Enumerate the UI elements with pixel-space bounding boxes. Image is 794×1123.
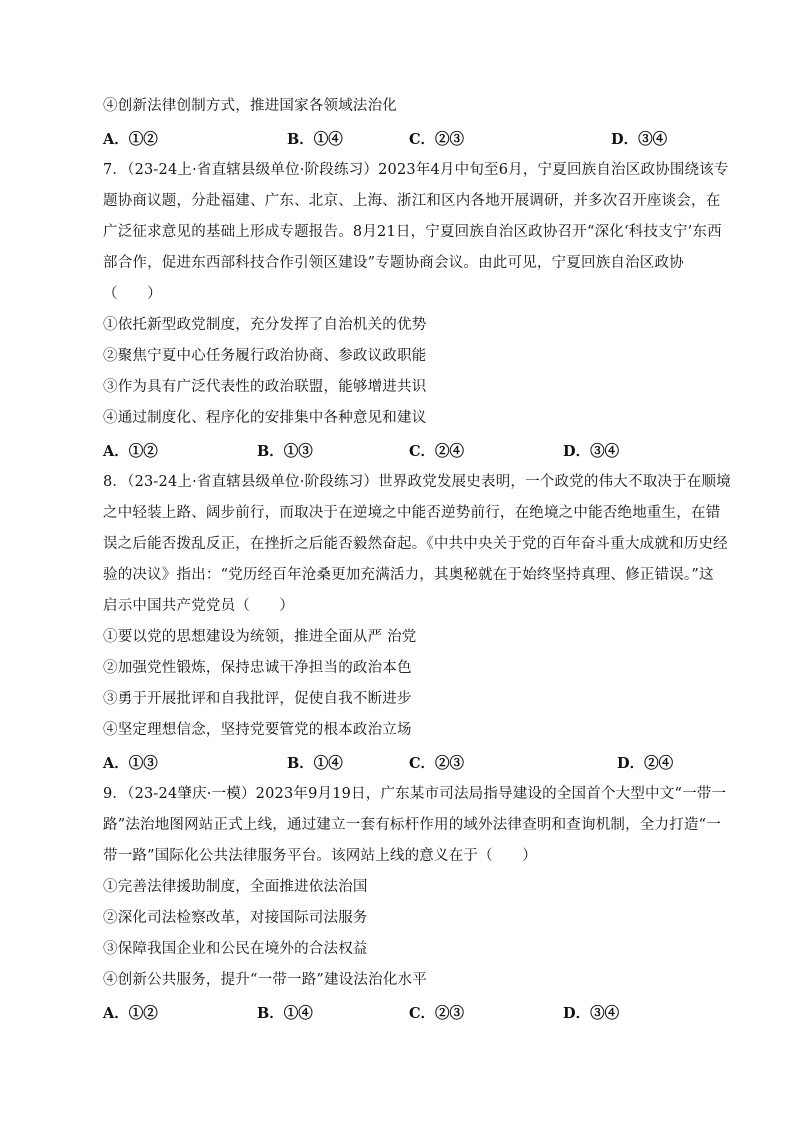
q8-item-4: ④坚定理想信念，坚持党要管党的根本政治立场 (103, 722, 412, 738)
q9-option-b[interactable]: B．①④ (257, 1005, 313, 1022)
q9-item-3: ③保障我国企业和公民在境外的合法权益 (103, 941, 368, 957)
q9-option-a[interactable]: A．①② (103, 1005, 158, 1022)
q8-item-1: ①要以党的思想建设为统领，推进全面从严 治党 (103, 629, 417, 645)
q9-item-2: ②深化司法检察改革，对接国际司法服务 (103, 910, 368, 926)
q7-option-d[interactable]: D．③④ (563, 443, 620, 460)
q7-stem-line-5: （ ） (103, 286, 162, 302)
q8-option-c[interactable]: C．②③ (409, 755, 465, 772)
q7-item-3: ③作为具有广泛代表性的政治联盟，能够增进共识 (103, 379, 427, 395)
q6-option-d[interactable]: D．③④ (611, 131, 668, 148)
q7-option-b[interactable]: B．①③ (257, 443, 313, 460)
q6-item-4: ④创新法律创制方式，推进国家各领域法治化 (103, 98, 397, 114)
q6-options (103, 128, 703, 148)
q7-stem-line-4: 部合作，促进东西部科技合作引领区建设”专题协商会议。由此可见，宁夏回族自治区政协 (103, 255, 684, 271)
q6-option-b[interactable]: B．①④ (287, 131, 343, 148)
q8-stem-line-1: 8．（23-24上·省直辖县级单位·阶段练习）世界政党发展史表明，一个政党的伟大不取决于在顺境 (103, 474, 731, 490)
q9-stem-line-3: 带一路”国际化公共法律服务平台。该网站上线的意义在于（ ） (103, 848, 537, 864)
q7-options (103, 440, 703, 460)
q8-options (103, 752, 703, 772)
q8-option-d[interactable]: D．②④ (617, 755, 674, 772)
q8-item-3: ③勇于开展批评和自我批评，促使自我不断进步 (103, 691, 412, 707)
q7-stem-line-2: 题协商议题，分赴福建、广东、北京、上海、浙江和区内各地开展调研，并多次召开座谈会，在 (103, 193, 721, 209)
q8-stem-line-3: 误之后能否拨乱反正，在挫折之后能否毅然奋起。《中共中央关于党的百年奋斗重大成就和历史经 (103, 536, 728, 552)
q9-item-4: ④创新公共服务，提升“一带一路”建设法治化水平 (103, 972, 427, 988)
q8-item-2: ②加强党性锻炼，保持忠诚干净担当的政治本色 (103, 660, 412, 676)
q7-item-4: ④通过制度化、程序化的安排集中各种意见和建议 (103, 410, 427, 426)
q7-item-1: ①依托新型政党制度，充分发挥了自治机关的优势 (103, 317, 427, 333)
q9-options (103, 1002, 703, 1022)
q9-option-d[interactable]: D．③④ (563, 1005, 620, 1022)
q6-option-c[interactable]: C．②③ (409, 131, 465, 148)
q9-stem-line-2: 路”法治地图网站正式上线，通过建立一套有标杆作用的域外法律查明和查询机制，全力打造“一 (103, 817, 721, 833)
q8-stem-line-2: 之中轻装上路、阔步前行，而取决于在逆境之中能否逆势前行，在绝境之中能否绝地重生，在错 (103, 505, 721, 521)
q7-stem-line-1: 7．（23-24上·省直辖县级单位·阶段练习）2023年4月中旬至6月，宁夏回族自治区政协围绕该专 (103, 162, 729, 178)
q9-option-c[interactable]: C．②③ (409, 1005, 465, 1022)
q6-option-a[interactable]: A．①② (103, 131, 158, 148)
q7-stem-line-3: 广泛征求意见的基础上形成专题报告。8月21日，宁夏回族自治区政协召开“深化‘科技支宁’东西 (103, 224, 722, 240)
q9-item-1: ①完善法律援助制度，全面推进依法治国 (103, 879, 368, 895)
q8-option-a[interactable]: A．①③ (103, 755, 158, 772)
q7-option-a[interactable]: A．①② (103, 443, 158, 460)
q8-stem-line-4: 验的决议》指出：“党历经百年沧桑更加充满活力，其奥秘就在于始终坚持真理、修正错误。”这 (103, 567, 714, 583)
q7-option-c[interactable]: C．②④ (409, 443, 465, 460)
q7-item-2: ②聚焦宁夏中心任务履行政治协商、参政议政职能 (103, 348, 427, 364)
q8-stem-line-5: 启示中国共产党党员（ ） (103, 598, 295, 614)
q8-option-b[interactable]: B．①④ (287, 755, 343, 772)
q9-stem-line-1: 9．（23-24肇庆·一模）2023年9月19日，广东某市司法局指导建设的全国首个大型中文“一带一 (103, 786, 727, 802)
